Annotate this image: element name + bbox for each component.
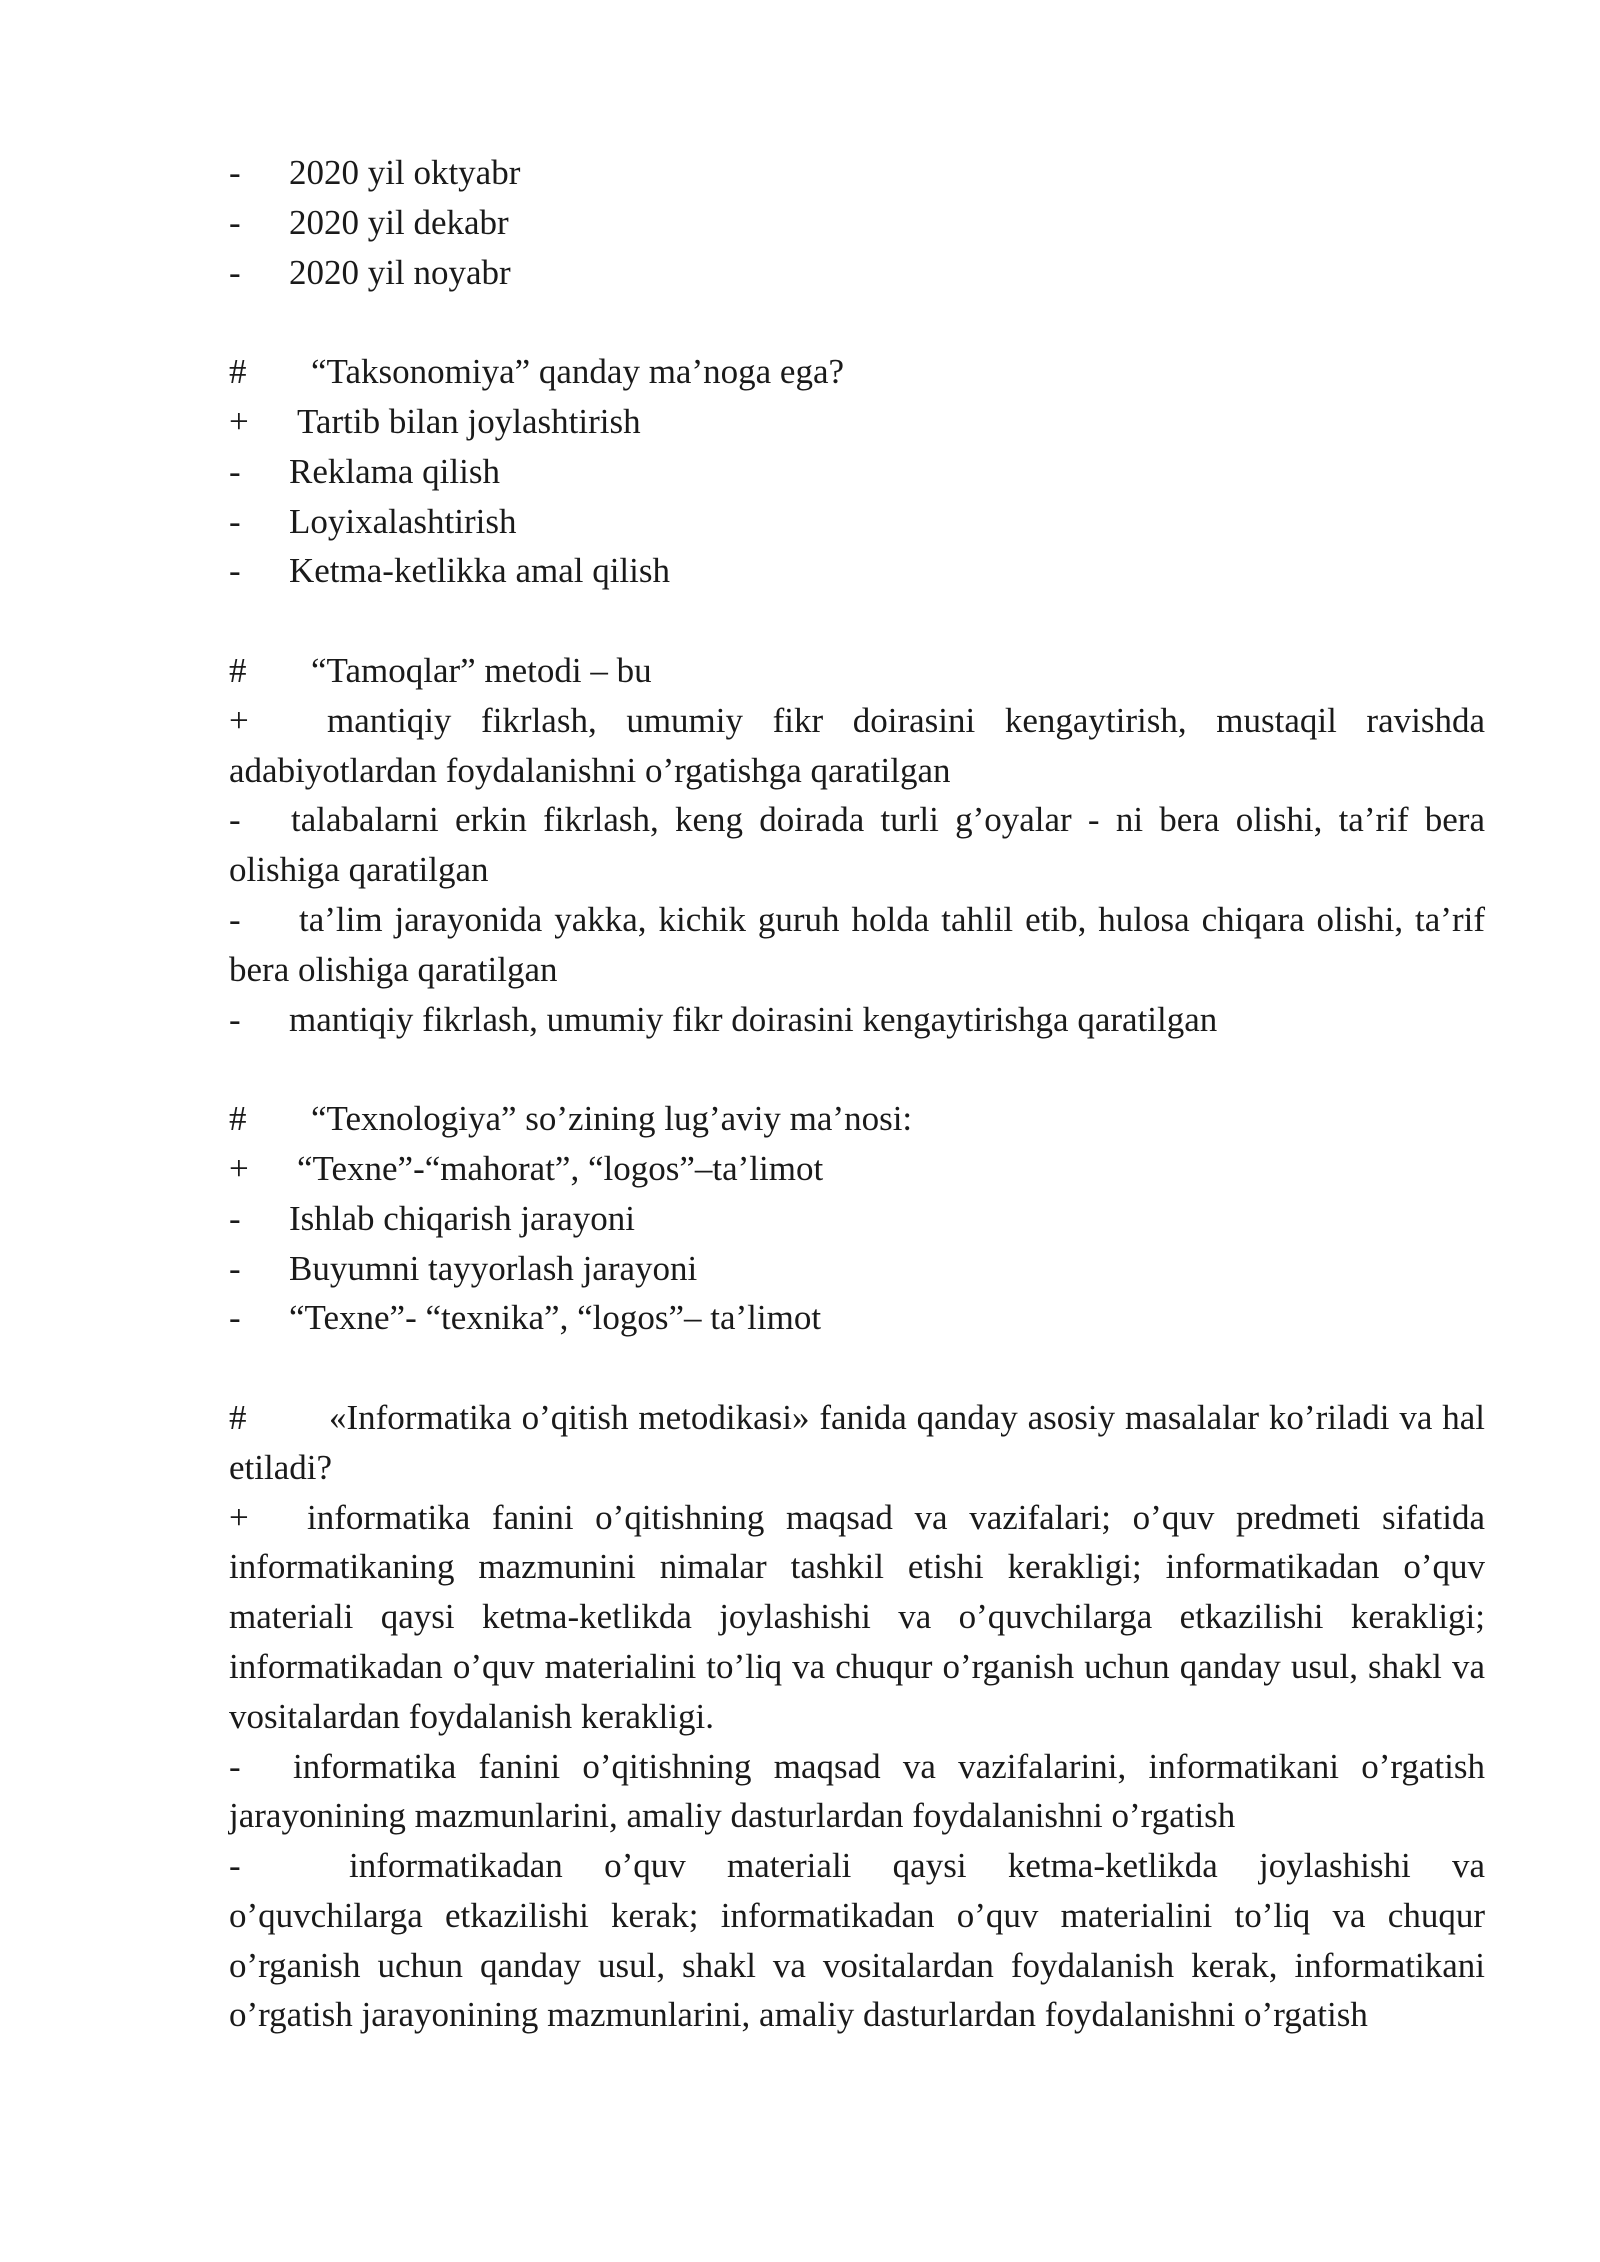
list-item <box>229 895 1485 995</box>
question-text: “Taksonomiya” qanday ma’noga ega? <box>311 352 845 392</box>
spacer <box>229 1343 1485 1393</box>
option-text: Ketma-ketlikka amal qilish <box>289 551 671 591</box>
question-text: “Texnologiya” so’zining lug’aviy ma’nosi: <box>311 1099 913 1139</box>
option-text: Reklama qilish <box>289 451 500 491</box>
option-text: 2020 yil noyabr <box>289 252 511 292</box>
option-marker: + <box>229 700 249 740</box>
list-item <box>229 995 1485 1045</box>
question-text: «Informatika o’qitish metodikasi» fanida qanday asosiy masalalar ko’riladi va hal etiladi? <box>229 1397 1485 1487</box>
option-text: 2020 yil dekabr <box>289 202 509 242</box>
list-item <box>229 1244 1485 1294</box>
option-text: informatika fanini o’qitishning maqsad va vazifalarini, informatikani o’rgatish jarayonining mazmunlarini, amaliy dasturlardan foydalanishni o’rgatish <box>229 1746 1485 1836</box>
list-item <box>229 1493 1485 1742</box>
option-text: 2020 yil oktyabr <box>289 153 521 192</box>
question-marker: # <box>229 352 247 392</box>
option-marker: - <box>229 999 241 1039</box>
option-text: mantiqiy fikrlash, umumiy fikr doirasini kengaytirish, mustaqil ravishda adabiyotlardan foydalanishni o’rgatishga qaratilgan <box>229 700 1485 790</box>
option-text: mantiqiy fikrlash, umumiy fikr doirasini kengaytirishga qaratilgan <box>289 999 1218 1039</box>
option-marker: - <box>229 1846 241 1886</box>
option-text: ta’lim jarayonida yakka, kichik guruh holda tahlil etib, hulosa chiqara olishi, ta’rif bera olishiga qaratilgan <box>229 899 1485 989</box>
question-marker: # <box>229 1099 247 1139</box>
option-text: Tartib bilan joylashtirish <box>297 401 641 441</box>
option-marker: - <box>229 551 241 591</box>
list-item <box>229 1293 1485 1343</box>
question-line <box>229 1094 1485 1144</box>
list-item <box>229 148 1485 198</box>
document-body <box>229 148 1485 2040</box>
list-item <box>229 497 1485 547</box>
question-line <box>229 646 1485 696</box>
option-marker: + <box>229 1497 249 1537</box>
question-line <box>229 347 1485 397</box>
list-item <box>229 248 1485 298</box>
question-marker: # <box>229 1397 247 1437</box>
list-item <box>229 1194 1485 1244</box>
option-marker: - <box>229 451 241 491</box>
list-item <box>229 546 1485 596</box>
option-text: informatika fanini o’qitishning maqsad va vazifalari; o’quv predmeti sifatida informatikaning mazmunini nimalar tashkil etishi kerakligi; informatikadan o’quv materiali qaysi ketma-ketlikda joylashishi va o’quvchilarga etkazilishi kerakligi; informatikadan o’quv materialini to’liq va chuqur o’rganish uchun qanday usul, shakl va vositalardan foydalanish kerakligi. <box>229 1497 1485 1736</box>
option-marker: + <box>229 1148 249 1188</box>
question-marker: # <box>229 650 247 690</box>
option-marker: - <box>229 800 241 840</box>
option-marker: - <box>229 153 241 192</box>
option-marker: - <box>229 252 241 292</box>
list-item <box>229 1144 1485 1194</box>
list-item <box>229 795 1485 895</box>
question-text: “Tamoqlar” metodi – bu <box>311 650 652 690</box>
option-marker: + <box>229 401 249 441</box>
list-item <box>229 1742 1485 1842</box>
option-marker: - <box>229 899 241 939</box>
spacer <box>229 596 1485 646</box>
list-item <box>229 1841 1485 2040</box>
option-marker: - <box>229 1746 241 1786</box>
list-item <box>229 397 1485 447</box>
option-marker: - <box>229 1248 241 1288</box>
option-marker: - <box>229 202 241 242</box>
option-text: informatikadan o’quv materiali qaysi ketma-ketlikda joylashishi va o’quvchilarga etkazilishi kerak; informatikadan o’quv materialini to’liq va chuqur o’rganish uchun qanday usul, shakl va vositalardan foydalanish kerak, informatikani o’rgatish jarayonining mazmunlarini, amaliy dasturlardan foydalanishni o’rgatish <box>229 1846 1485 2035</box>
spacer <box>229 297 1485 347</box>
question-line <box>229 1393 1485 1493</box>
option-text: Loyixalashtirish <box>289 501 517 541</box>
spacer <box>229 1044 1485 1094</box>
option-text: “Texne”-“mahorat”, “logos”–ta’limot <box>297 1148 824 1188</box>
option-text: talabalarni erkin fikrlash, keng doirada turli g’oyalar - ni bera olishi, ta’rif bera olishiga qaratilgan <box>229 800 1485 890</box>
option-marker: - <box>229 1298 241 1338</box>
option-marker: - <box>229 1198 241 1238</box>
option-text: “Texne”- “texnika”, “logos”– ta’limot <box>289 1298 822 1338</box>
list-item <box>229 198 1485 248</box>
list-item <box>229 696 1485 796</box>
option-marker: - <box>229 501 241 541</box>
option-text: Buyumni tayyorlash jarayoni <box>289 1248 698 1288</box>
option-text: Ishlab chiqarish jarayoni <box>289 1198 636 1238</box>
list-item <box>229 447 1485 497</box>
